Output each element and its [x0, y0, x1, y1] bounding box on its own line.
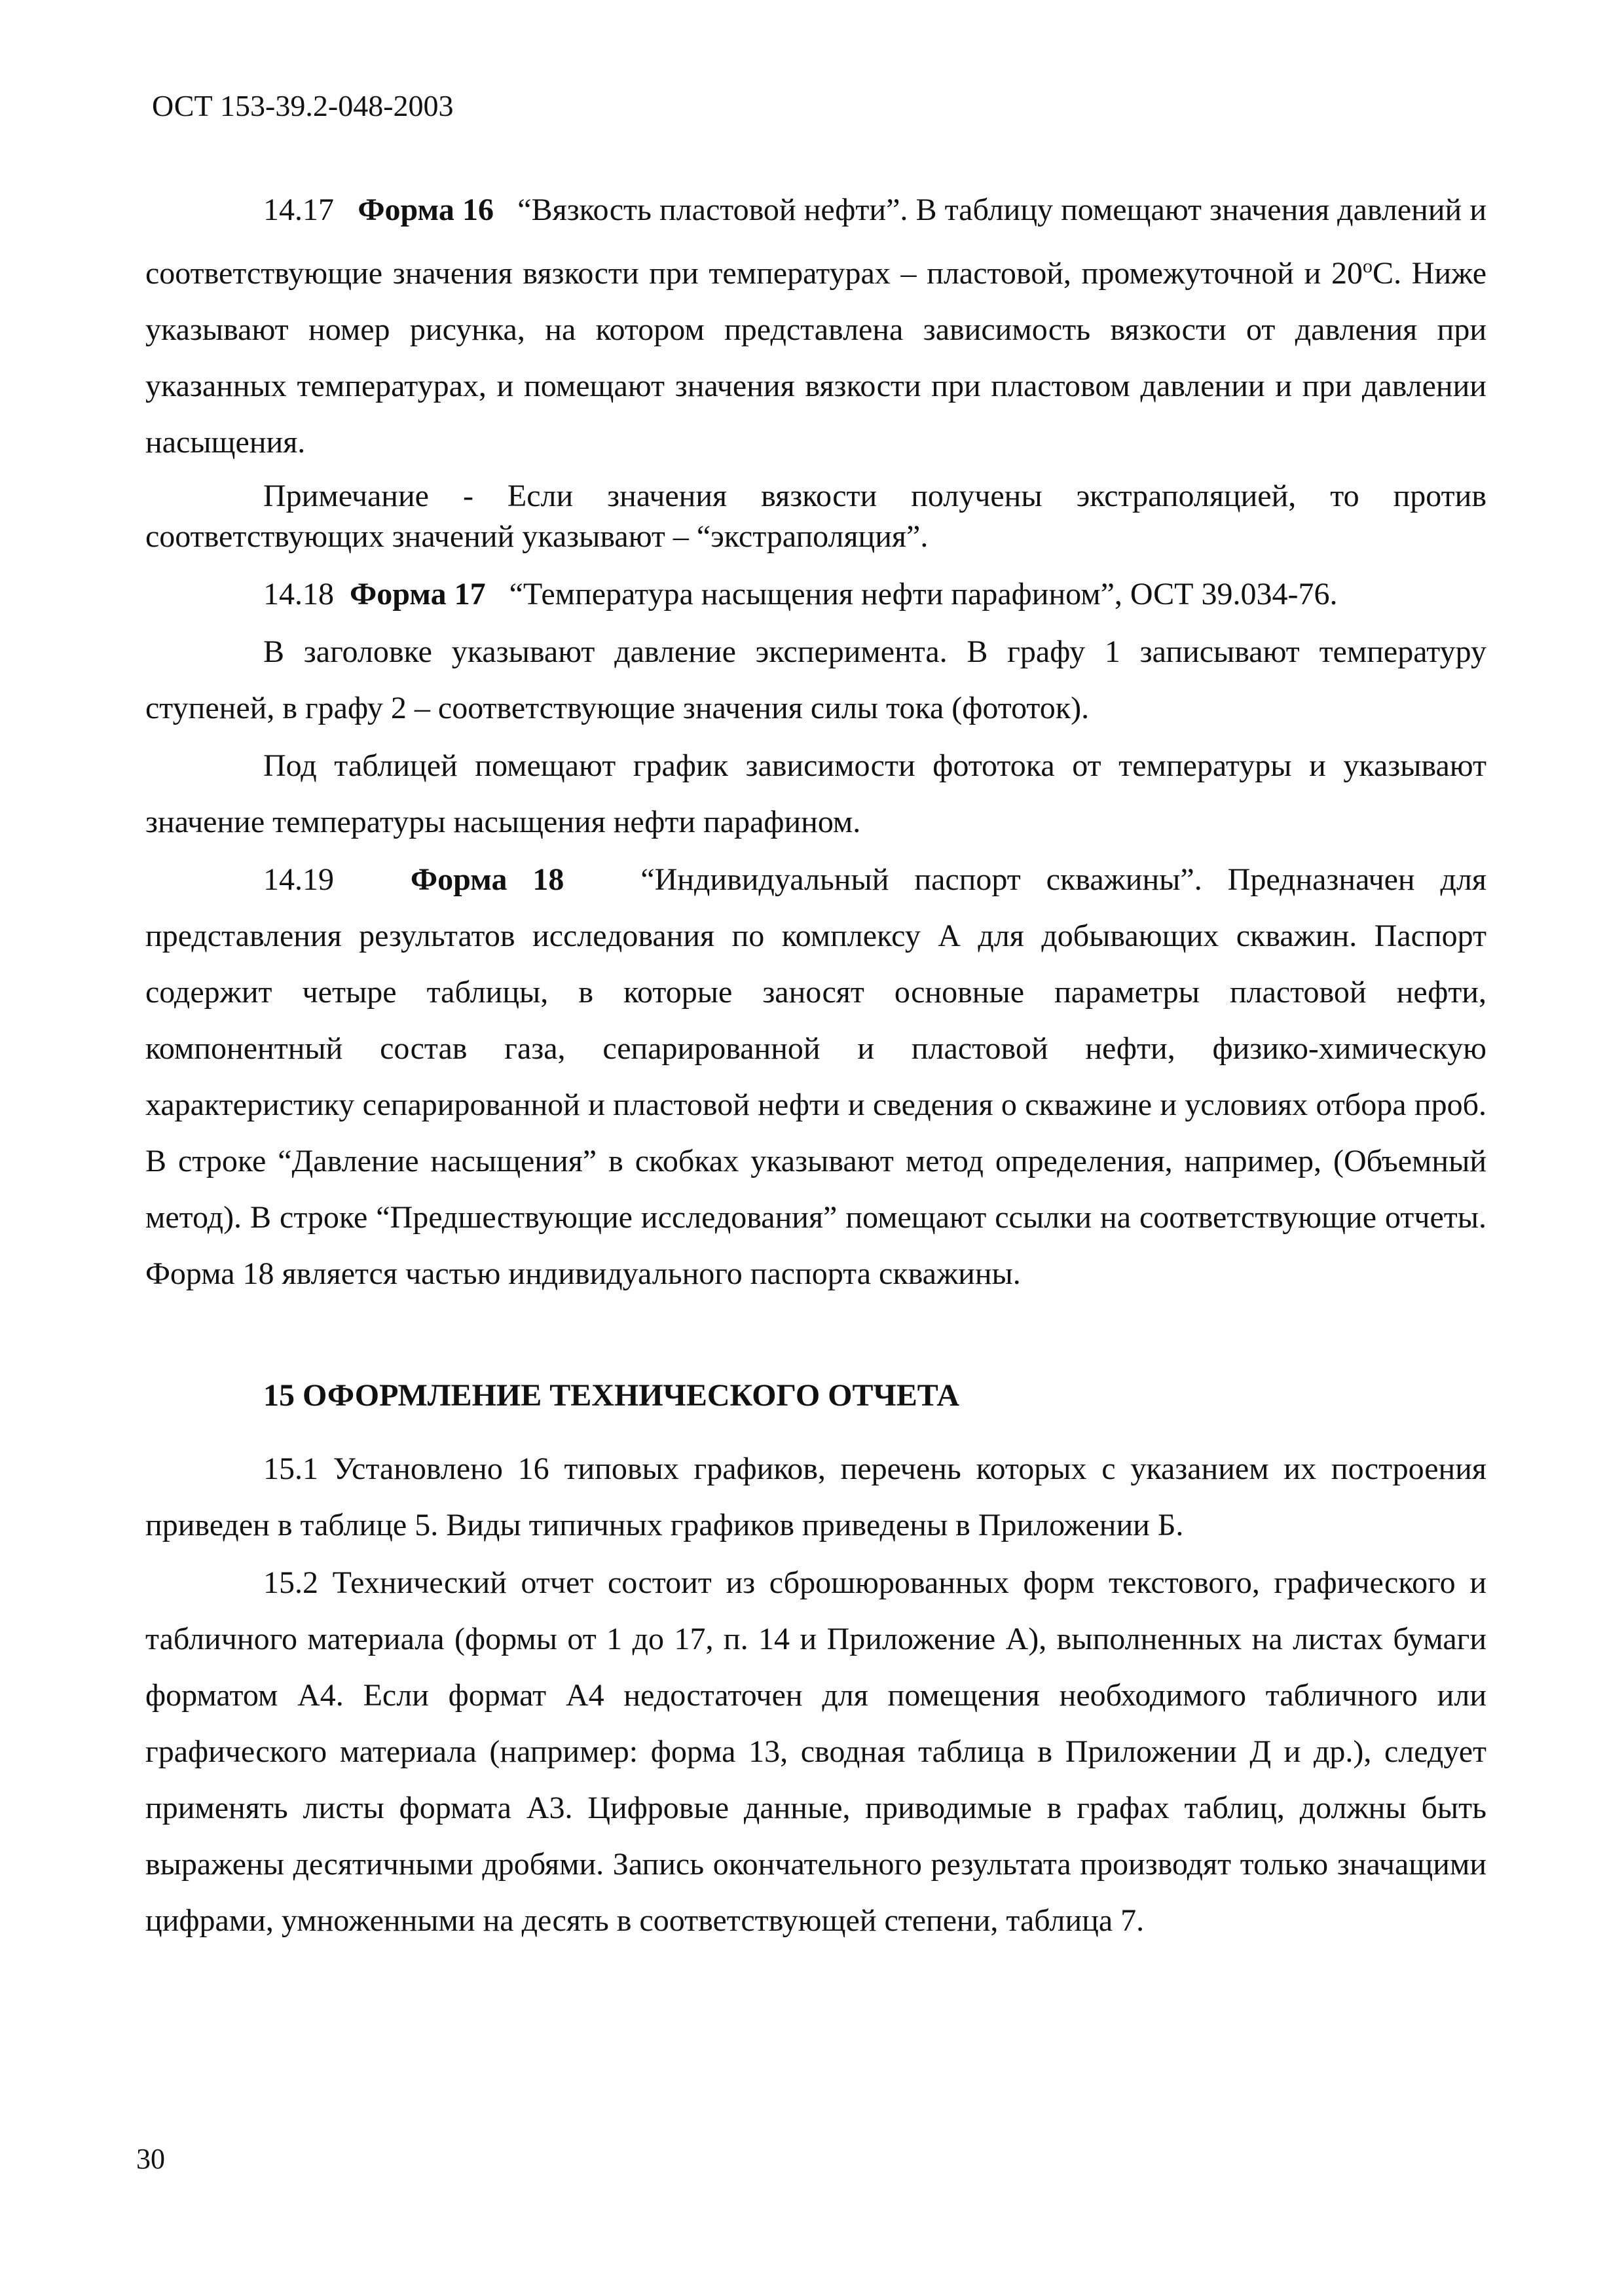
section-heading: 15 ОФОРМЛЕНИЕ ТЕХНИЧЕСКОГО ОТЧЕТА — [263, 1378, 960, 1413]
paragraph-14-18-b: Под таблицей помещают график зависимости фототока от температуры и указывают значение температуры насыщения нефти парафином. — [145, 748, 1486, 839]
paragraph-14-18 — [145, 566, 1486, 623]
clause-number: 14.19 — [263, 862, 334, 897]
clause-number: 14.18 — [263, 577, 334, 611]
page-number: 30 — [136, 2143, 165, 2175]
paragraph-15-2: 15.2 Технический отчет состоит из сброшюрованных форм текстового, графического и табличного материала (формы от 1 до 17, п. 14 и Приложение А), выполненных на листах бумаги форматом А4. Если формат А4 недостаточен для помещения необходимого табличного или графического материала (например: форма 13, сводная таблица в Приложении Д и др.), следует применять листы формата А3. Цифровые данные, приводимые в графах таблиц, должны быть выражены десятичными дробями. Запись окончательного результата производят только значащими цифрами, умноженными на десять в соответствующей степени, таблица 7. — [145, 1565, 1486, 1938]
form-reference: Форма 16 — [358, 192, 494, 227]
form-reference: Форма 17 — [350, 577, 486, 611]
document-code-header: ОСТ 153-39.2-048-2003 — [152, 89, 454, 122]
degree-superscript: о — [1363, 255, 1373, 277]
document-body — [145, 182, 1486, 1949]
paragraph-text: “Температура насыщения нефти парафином”, ОСТ 39.034-76. — [509, 577, 1338, 611]
paragraph-text-continued: С. Ниже указывают номер рисунка, на котором представлена зависимость вязкости от давления при указанных температурах, и помещают значения вязкости при пластовом давлении и при давлении насыщения. — [145, 256, 1486, 460]
form-reference: Форма 18 — [410, 862, 564, 897]
paragraph-text: “Вязкость пластовой нефти”. В таблицу помещают значения давлений и соответствующие значения вязкости при температурах – пластовой, промежуточной и 20 — [145, 192, 1487, 291]
paragraph-15-1: 15.1 Установлено 16 типовых графиков, перечень которых с указанием их построения приведен в таблице 5. Виды типичных графиков приведены в Приложении Б. — [145, 1451, 1486, 1542]
clause-number: 14.17 — [263, 192, 334, 227]
paragraph-text: “Индивидуальный паспорт скважины”. Предназначен для представления результатов исследования по комплексу А для добывающих скважин. Паспорт содержит четыре таблицы, в которые заносят основные параметры пластовой нефти, компонентный состав газа, сепарированной и пластовой нефти, физико-химическую характеристику сепарированной и пластовой нефти и сведения о скважине и условиях отбора проб. В строке “Давление насыщения” в скобках указывают метод определения, например, (Объемный метод). В строке “Предшествующие исследования” помещают ссылки на соответствующие отчеты. Форма 18 является частью индивидуального паспорта скважины. — [145, 862, 1487, 1291]
paragraph-14-18-a: В заголовке указывают давление эксперимента. В графу 1 записывают температуру ступеней, в графу 2 – соответствующие значения силы тока (фототок). — [145, 634, 1486, 725]
note-paragraph: Примечание - Если значения вязкости получены экстраполяцией, то против соответствующих значений указывают – “экстраполяция”. — [145, 479, 1486, 554]
paragraph-14-19 — [145, 852, 1486, 1302]
paragraph-14-17 — [145, 182, 1486, 471]
